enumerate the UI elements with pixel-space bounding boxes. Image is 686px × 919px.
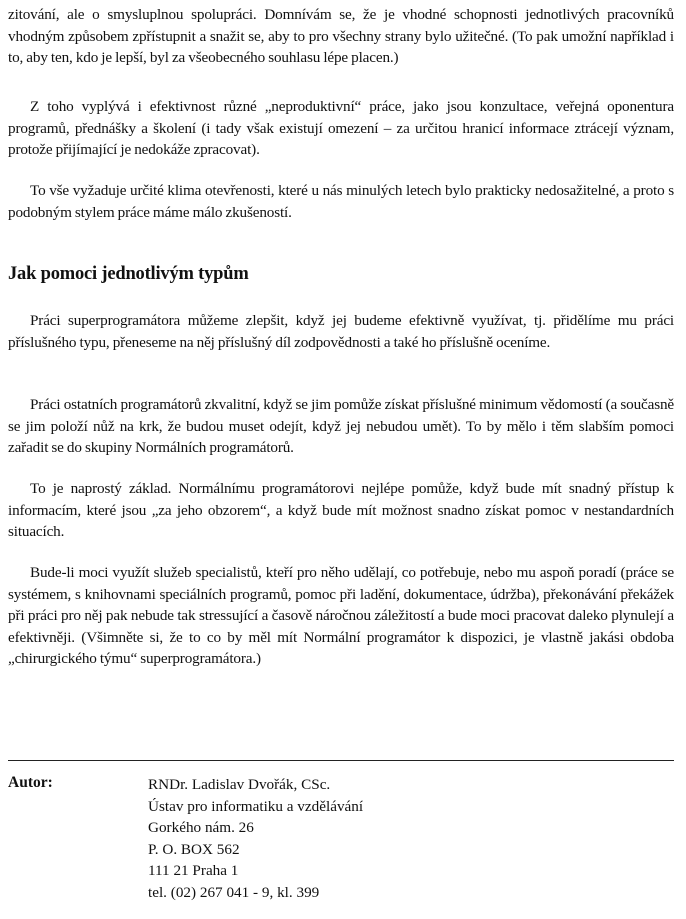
author-address-block [148, 774, 363, 903]
author-street: Gorkého nám. 26 [148, 819, 254, 836]
author-phone: tel. (02) 267 041 - 9, kl. 399 [148, 883, 320, 901]
section-heading: Jak pomoci jednotlivým typům [8, 264, 249, 284]
author-label: Autor: [8, 774, 53, 791]
author-name: RNDr. Ladislav Dvořák, CSc. [148, 776, 331, 793]
paragraph-other-programmers: Práci ostatních programátorů zkvalitní, když se jim pomůže získat příslušné minimum vědomostí (a současně se jim položí nůž na krk, že budou muset odejít, když jej nebudou umět). To by mělo i těm slabším pomoci zařadit se do skupiny Normálních programátorů. [8, 396, 674, 456]
paragraph-openness-climate: To vše vyžaduje určité klima otevřenosti, které u nás minulých letech bylo prakticky nedosažitelné, a proto s podobným stylem práce máme málo zkušeností. [8, 182, 674, 221]
paragraph-basic-foundation: To je naprostý základ. Normálnímu programátorovi nejlépe pomůže, když bude mít snadný přístup k informacím, které jsou „za jeho obzorem“, a když bude mít možnost snadno získat pomoc v nestandardních situacích. [8, 480, 674, 540]
footer-divider [8, 760, 674, 761]
paragraph-specialists: Bude-li moci využít služeb specialistů, kteří pro něho udělají, co potřebuje, nebo mu aspoň poradí (práce se systémem, s knihovnami speciálních programů, pomoc při ladění, dokumentace, údržba), překonávání překážek při práci pro něj pak nebude tak stressující a časově náročnou záležitostí a bude moci pracovat daleko plynulejí a efektivněji. (Všimněte si, že to co by měl mít Normální programátor k dispozici, je vlastně jakási obdoba „chirurgického týmu“ superprogramátora.) [8, 564, 674, 667]
author-city: 111 21 Praha 1 [148, 862, 239, 879]
paragraph-superprogrammer: Práci superprogramátora můžeme zlepšit, když jej budeme efektivně využívat, tj. přidělíme mu práci příslušného typu, přeneseme na něj příslušný díl zodpovědnosti a také ho příslušně oceníme. [8, 312, 674, 351]
paragraph-intro-continuation: zitování, ale o smysluplnou spolupráci. Domnívám se, že je vhodné schopnosti jednotlivých pracovníků vhodným způsobem zpřístupnit a snažit se, aby to pro všechny strany bylo užitečné. (To pak umožní například i to, aby ten, kdo je lepší, byl za všeobecného souhlasu lépe placen.) [8, 6, 674, 66]
paragraph-unproductive-work: Z toho vyplývá i efektivnost různé „neproduktivní“ práce, jako jsou konzultace, veřejná oponentura programů, přednášky a školení (i tady však existují omezení – za určitou hranicí informace ztrácejí význam, protože přijímající je nedokáže zpracovat). [8, 98, 674, 158]
author-po-box: P. O. BOX 562 [148, 840, 240, 858]
author-institute: Ústav pro informatiku a vzdělávání [148, 797, 364, 815]
